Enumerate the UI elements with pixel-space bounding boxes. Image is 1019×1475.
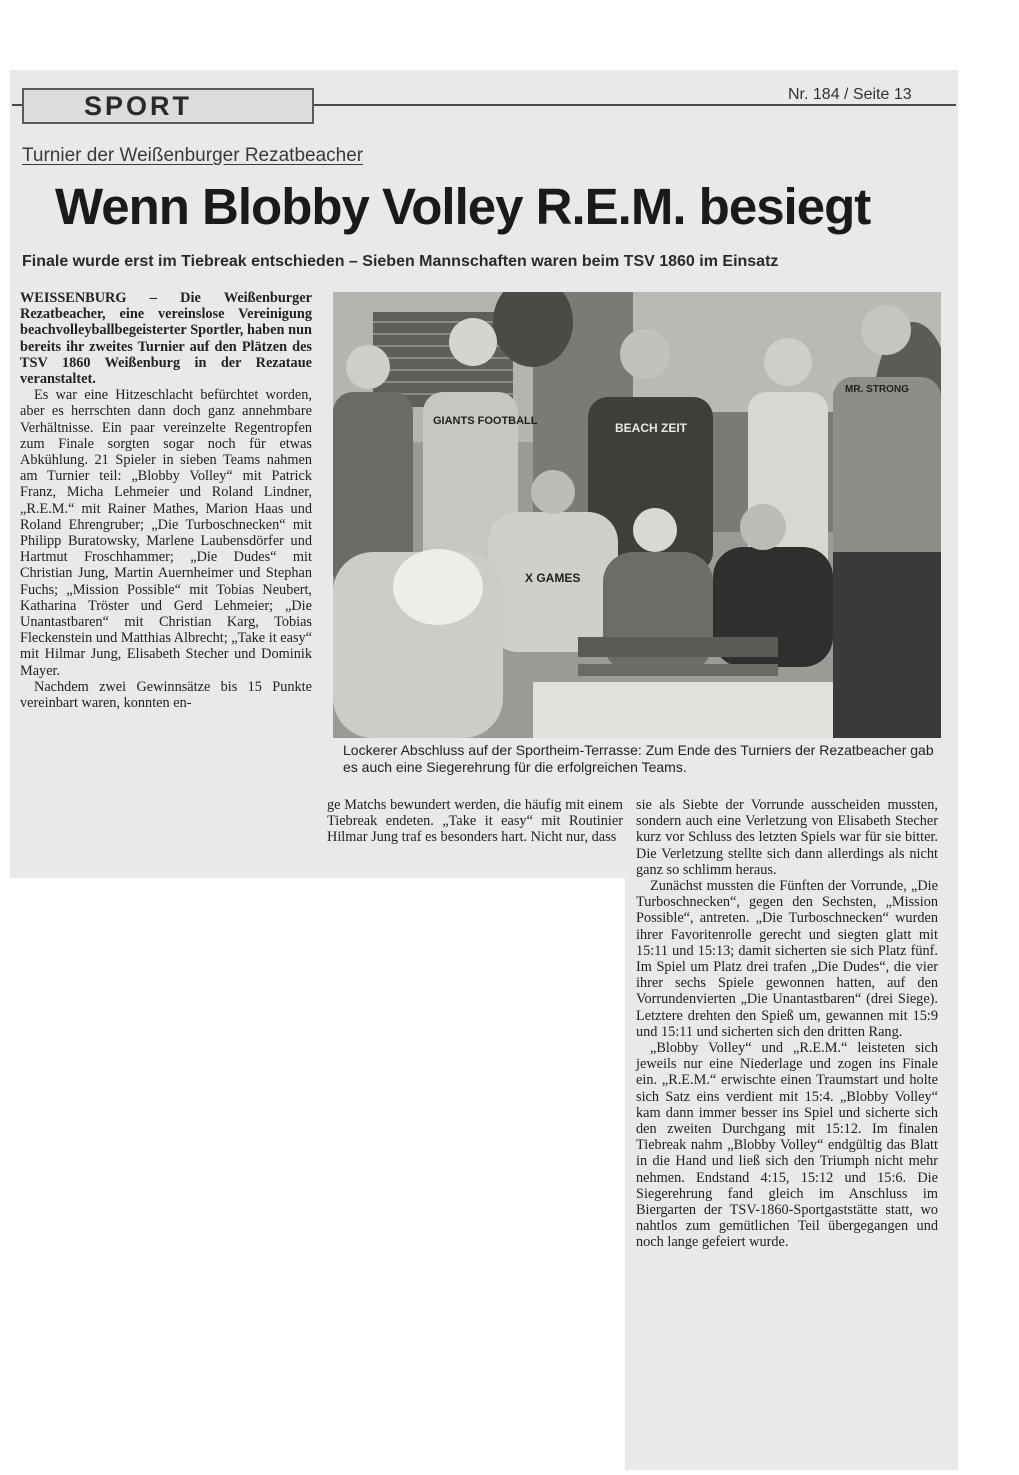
section-box (22, 88, 314, 124)
article-lead: WEISSENBURG – Die Weißenburger Rezatbeacher, eine vereinslose Vereinigung beachvolleyballbegeisterter Sportler, haben nun bereits ihr zweites Turnier auf den Plätzen des TSV 1860 Weißenburg in der Rezataue veranstaltet. (20, 290, 312, 388)
photo-caption: Lockerer Abschluss auf der Sportheim-Terrasse: Zum Ende des Turniers der Rezatbeacher gab es auch eine Siegerehrung für die erfolgreichen Teams. (343, 742, 934, 775)
shirt-print-beach-zeit: BEACH ZEIT (615, 421, 687, 435)
article-headline: Wenn Blobby Volley R.E.M. besiegt (55, 178, 871, 235)
shirt-print-mr-strong: MR. STRONG (845, 384, 909, 395)
team-photo (333, 292, 941, 738)
article-column-3 (636, 797, 938, 1251)
article-subheadline: Finale wurde erst im Tiebreak entschieden – Sieben Mannschaften waren beim TSV 1860 im Einsatz (22, 253, 779, 270)
section-label: SPORT (84, 91, 193, 121)
team-photo-image (333, 292, 941, 738)
article-paragraph: ge Matchs bewundert werden, die häufig mit einem Tiebreak endeten. „Take it easy“ mit Routinier Hilmar Jung traf es besonders hart. Nicht nur, dass (327, 797, 623, 846)
article-paragraph: Es war eine Hitzeschlacht befürchtet worden, aber es herrschten dann doch ganz annehmbare Verhältnisse. Ein paar vereinzelte Regentropfen zum Finale sorgten sogar noch für etwas Abkühlung. 21 Spieler in sieben Teams nahmen am Turnier teil: „Blobby Volley“ mit Patrick Franz, Micha Lehmeier und Roland Lindner, „R.E.M.“ mit Rainer Mathes, Marion Haas und Roland Ehrengruber; „Die Turboschnecken“ mit Philipp Buratowsky, Marlene Laubensdörfer und Hartmut Froschhammer; „Die Dudes“ mit Christian Jung, Martin Auernheimer und Stephan Fuchs; „Mission Possible“ mit Tobias Neubert, Katharina Tröster und Gerd Lehmeier; „Die Unantastbaren“ mit Christian Karg, Tobias Fleckenstein und Matthias Albrecht; „Take it easy“ mit Hilmar Jung, Elisabeth Stecher und Dominik Mayer. (20, 387, 312, 679)
article-kicker: Turnier der Weißenburger Rezatbeacher (22, 145, 364, 166)
article-paragraph: sie als Siebte der Vorrunde ausscheiden mussten, sondern auch eine Verletzung von Elisabeth Stecher kurz vor Schluss des letzten Spiels war für sie bitter. Die Verletzung stellte sich dann allerdings als nicht ganz so schlimm heraus. (636, 797, 938, 878)
article-paragraph: Nachdem zwei Gewinnsätze bis 15 Punkte vereinbart waren, konnten en- (20, 678, 312, 712)
article-paragraph: „Blobby Volley“ und „R.E.M.“ leisteten sich jeweils nur eine Niederlage und zogen ins Finale ein. „R.E.M.“ erwischte einen Traumstart und holte sich Satz eins verdient mit 15:4. „Blobby Volley“ kam dann immer besser ins Spiel und sicherte sich den zweiten Durchgang mit 15:12. Im finalen Tiebreak nahm „Blobby Volley“ endgültig das Blatt in die Hand und ließ sich den Triumph nicht mehr nehmen. Endstand 4:15, 15:12 und 15:6. Die Siegerehrung fand gleich im Anschluss im Biergarten der TSV-1860-Sportgaststätte statt, wo nahtlos zum gemütlichen Teil übergegangen und noch lange gefeiert wurde. (636, 1040, 938, 1251)
shirt-print-x-games: X GAMES (525, 571, 581, 585)
shirt-print-giants: GIANTS FOOTBALL (433, 415, 538, 427)
article-column-2 (327, 797, 623, 846)
article-column-1 (20, 290, 312, 711)
article-paragraph: Zunächst mussten die Fünften der Vorrunde, „Die Turboschnecken“, gegen den Sechsten, „Mission Possible“, antreten. „Die Turboschnecken“ wurden ihrer Favoritenrolle gerecht und siegten glatt mit 15:11 und 15:13; damit sicherten sie sich Platz fünf. Im Spiel um Platz drei trafen „Die Dudes“, die vier ihrer sechs Spiele gewonnen hatten, auf den Vorrundenvierten „Die Unantastbaren“ (drei Siege). Letztere drehten den Spieß um, gewannen mit 15:9 und 15:11 und sicherten sich den dritten Rang. (636, 878, 938, 1040)
page-number: Nr. 184 / Seite 13 (788, 86, 912, 103)
